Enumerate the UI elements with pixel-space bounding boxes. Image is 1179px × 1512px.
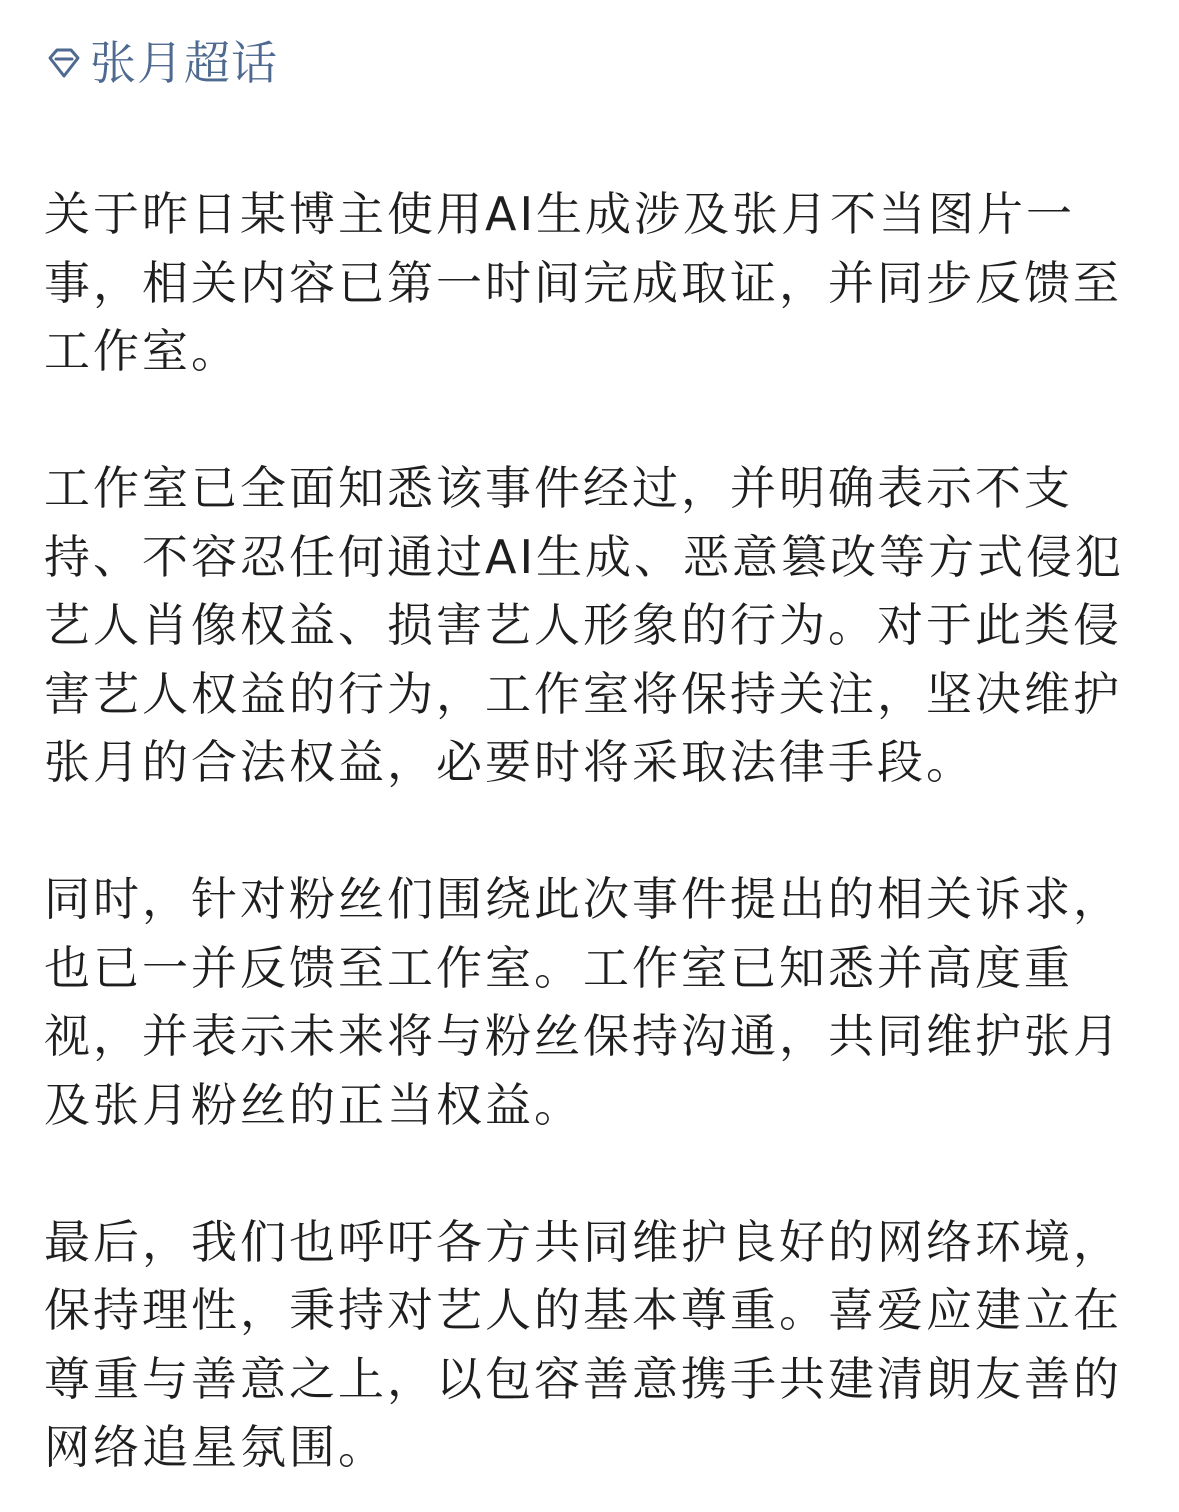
paragraph-4 bbox=[44, 1208, 1135, 1482]
paragraph-line: 网络追星氛围。 bbox=[44, 1420, 387, 1474]
paragraph-line: 及张月粉丝的正当权益。 bbox=[44, 1077, 583, 1132]
paragraph-line: 持、不容忍任何通过AI生成、恶意篡改等方式侵犯 bbox=[44, 529, 1125, 584]
paragraph-line: 保持理性，秉持对艺人的基本尊重。喜爱应建立在 bbox=[44, 1283, 1122, 1337]
paragraph-2 bbox=[44, 454, 1135, 797]
diamond-icon bbox=[44, 43, 84, 83]
paragraph-1 bbox=[44, 180, 1135, 386]
paragraph-line: 同时，针对粉丝们围绕此次事件提出的相关诉求， bbox=[44, 872, 1122, 926]
paragraph-line: 艺人肖像权益、损害艺人形象的行为。对于此类侵 bbox=[44, 598, 1122, 652]
paragraph-line: 尊重与善意之上，以包容善意携手共建清朗友善的 bbox=[44, 1351, 1122, 1406]
post-body bbox=[44, 180, 1135, 1482]
paragraph-line: 也已一并反馈至工作室。工作室已知悉并高度重 bbox=[44, 940, 1073, 995]
paragraph-line: 事，相关内容已第一时间完成取证，并同步反馈至 bbox=[44, 255, 1122, 310]
supertopic-link[interactable] bbox=[44, 34, 1135, 92]
paragraph-line: 张月的合法权益，必要时将采取法律手段。 bbox=[44, 735, 975, 789]
paragraph-line: 工作室。 bbox=[44, 324, 240, 378]
paragraph-3 bbox=[44, 865, 1135, 1139]
supertopic-name: 张月超话 bbox=[90, 36, 278, 90]
paragraph-line: 关于昨日某博主使用AI生成涉及张月不当图片一 bbox=[44, 187, 1076, 241]
paragraph-line: 害艺人权益的行为，工作室将保持关注，坚决维护 bbox=[44, 666, 1122, 721]
paragraph-line: 最后，我们也呼吁各方共同维护良好的网络环境， bbox=[44, 1214, 1122, 1269]
paragraph-line: 视，并表示未来将与粉丝保持沟通，共同维护张月 bbox=[44, 1009, 1122, 1063]
paragraph-line: 工作室已全面知悉该事件经过，并明确表示不支 bbox=[44, 461, 1073, 515]
